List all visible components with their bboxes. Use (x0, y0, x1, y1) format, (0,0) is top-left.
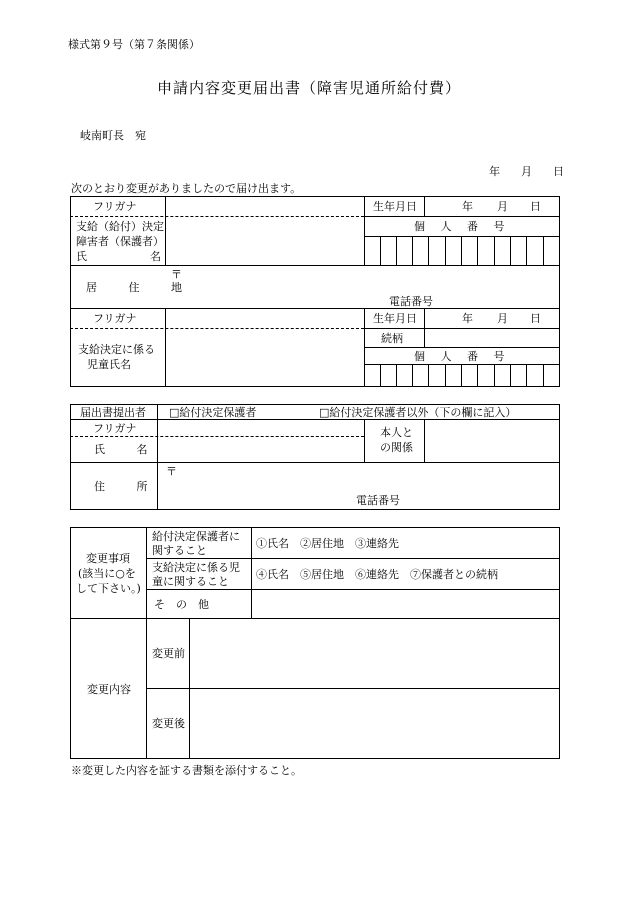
submitter-postal-mark: 〒 (166, 465, 177, 478)
change-items-label-line2: (該当に○を (78, 567, 136, 580)
child-name-label-line1: 支給決定に係る (78, 343, 155, 356)
row-child-label-line2: 童に関すること (152, 575, 229, 588)
intro-text: 次のとおり変更がありましたので届け出ます。 (71, 182, 302, 195)
postal-mark: 〒 (171, 268, 182, 281)
page-title: 申請内容変更届出書（障害児通所給付費） (157, 79, 462, 97)
addressee: 岐南町長 宛 (80, 129, 146, 142)
submitter-furigana-label: フリガナ (93, 422, 137, 435)
change-items-label-line3: して下さい。) (76, 582, 141, 595)
relation-label-line2: の関係 (380, 441, 413, 454)
birth-year-label: 年 (462, 200, 473, 213)
my-number-label: 個 人 番 号 (414, 220, 511, 233)
date-month-label: 月 (521, 165, 532, 178)
child-birthdate-label: 生年月日 (373, 312, 417, 325)
phone-label: 電話番号 (389, 295, 433, 308)
change-content-label: 変更内容 (87, 683, 131, 696)
guardian-label-line3a: 氏 (76, 250, 87, 263)
furigana-label: フリガナ (93, 200, 137, 213)
birth-month-label: 月 (497, 200, 508, 213)
child-furigana-label: フリガナ (93, 312, 137, 325)
row-child-label-line1: 支給決定に係る児 (152, 561, 240, 574)
row-other-label: そ の 他 (154, 598, 209, 611)
child-birth-month-label: 月 (497, 312, 508, 325)
date-day-label: 日 (553, 165, 564, 178)
birthdate-label: 生年月日 (373, 200, 417, 213)
relation-label: 続柄 (381, 332, 403, 345)
birth-day-label: 日 (530, 200, 541, 213)
guardian-label-line2: 障害者（保護者） (76, 235, 164, 248)
form-number: 様式第９号（第７条関係） (68, 38, 200, 51)
guardian-label-line1: 支給（給付）決定 (76, 220, 164, 233)
child-my-number-label: 個 人 番 号 (414, 350, 511, 363)
child-birth-day-label: 日 (530, 312, 541, 325)
date-year-label: 年 (489, 165, 500, 178)
guardian-label-line3b: 名 (150, 250, 161, 263)
child-name-label-line2: 児童氏名 (87, 358, 131, 371)
residence-label: 居 住 地 (86, 281, 196, 294)
submitter-phone-label: 電話番号 (356, 494, 400, 507)
before-change-label: 変更前 (152, 647, 185, 660)
row-guardian-label-line1: 給付決定保護者に (152, 530, 240, 543)
child-birth-year-label: 年 (462, 312, 473, 325)
change-items-label-line1: 変更事項 (86, 552, 130, 565)
after-change-label: 変更後 (152, 717, 185, 730)
relation-label-line1: 本人と (380, 426, 413, 439)
submitter-option-other[interactable]: □給付決定保護者以外（下の欄に記入） (319, 406, 517, 419)
submitter-address-label: 住 所 (94, 480, 162, 493)
row-child-options[interactable]: ④氏名 ⑤居住地 ⑥連絡先 ⑦保護者との続柄 (256, 568, 498, 581)
row-guardian-options[interactable]: ①氏名 ②居住地 ③連絡先 (256, 537, 399, 550)
attachment-note: ※変更した内容を証する書類を添付すること。 (71, 764, 302, 777)
submitter-label: 届出書提出者 (80, 406, 146, 419)
submitter-name-label: 氏 名 (94, 443, 162, 456)
row-guardian-label-line2: 関すること (152, 544, 207, 557)
submitter-option-guardian[interactable]: □給付決定保護者 (169, 406, 257, 419)
